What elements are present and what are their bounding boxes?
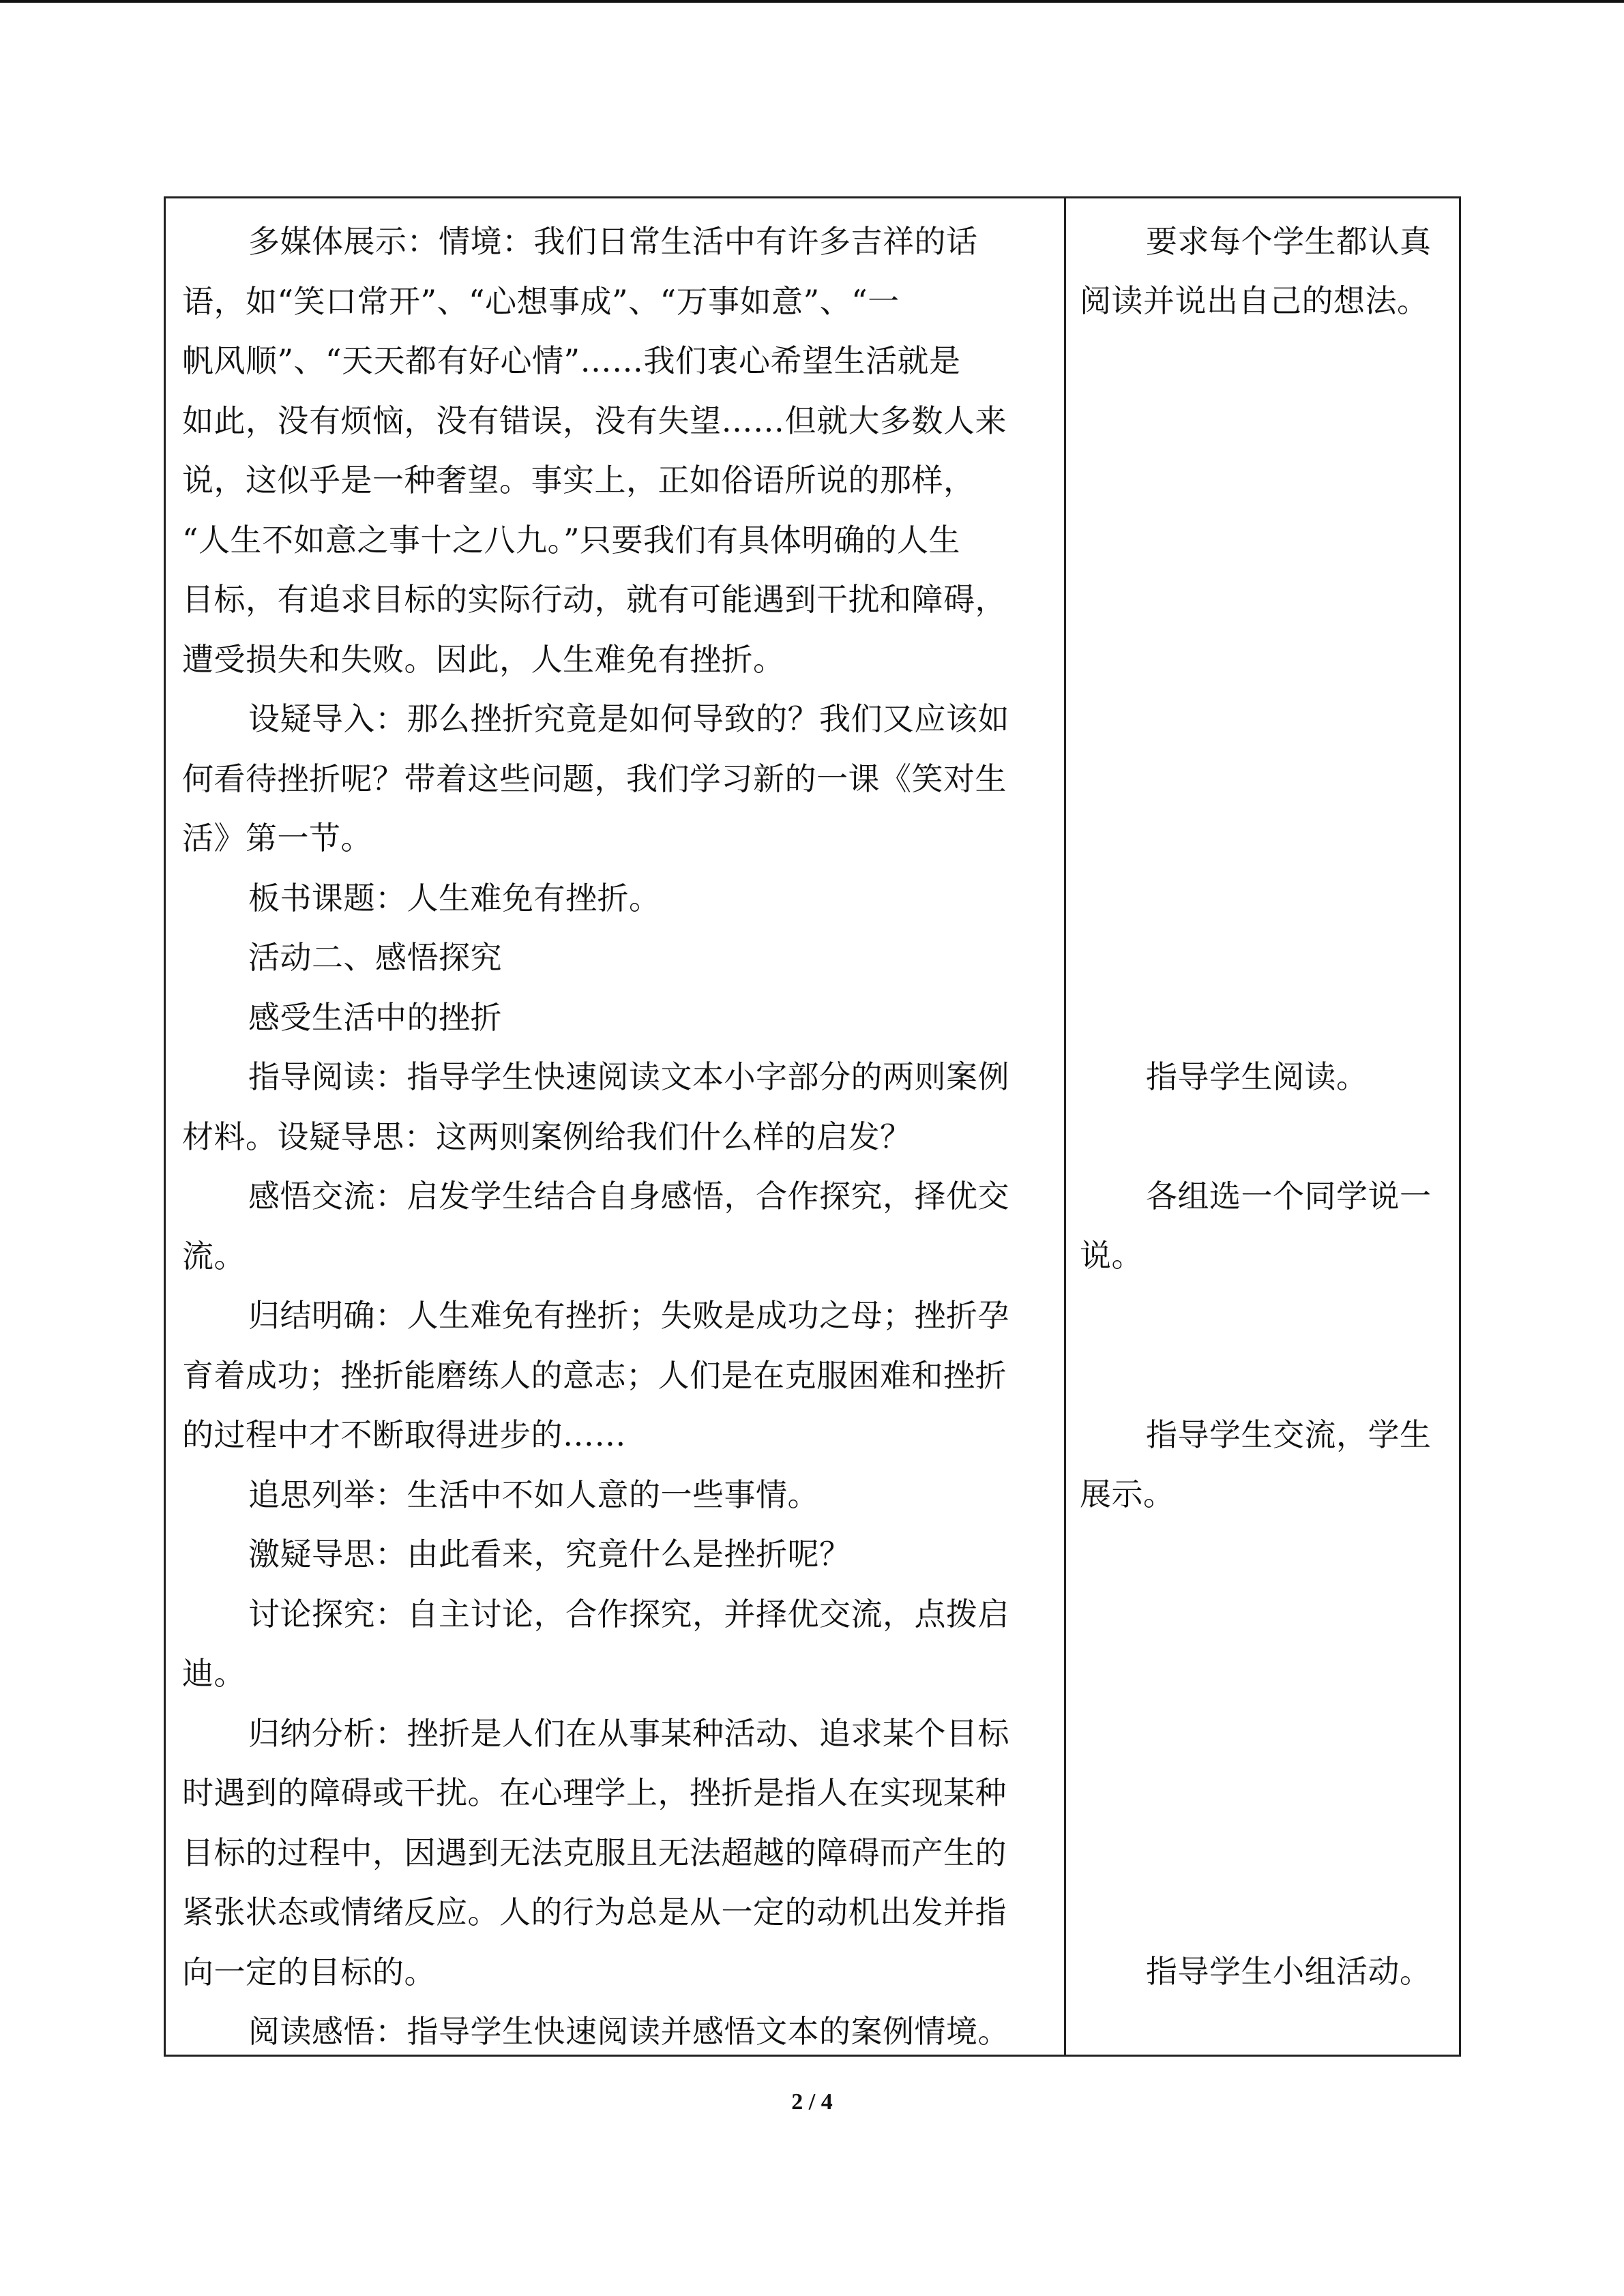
content-line: 紧张状态或情绪反应。人的行为总是从一定的动机出发并指 (182, 1894, 1007, 1930)
content-line: 板书课题：人生难免有挫折。 (248, 879, 661, 916)
content-line: 迪。 (182, 1655, 246, 1692)
content-line: 向一定的目标的。 (182, 1953, 436, 1991)
content-line: 如此，没有烦恼，没有错误，没有失望……但就大多数人来 (182, 402, 1007, 439)
note-line: 指导学生小组活动。 (1146, 1953, 1432, 1990)
content-line: 多媒体展示：情境：我们日常生活中有许多吉祥的话 (248, 223, 978, 260)
content-line: 设疑导入：那么挫折究竟是如何导致的？我们又应该如 (248, 700, 1009, 737)
lesson-table (164, 196, 1461, 2057)
content-line: 时遇到的障碍或干扰。在心理学上，挫折是指人在实现某种 (182, 1774, 1007, 1811)
content-line: 目标的过程中，因遇到无法克服且无法超越的障碍而产生的 (182, 1834, 1007, 1871)
content-line: 激疑导思：由此看来，究竟什么是挫折呢？ (248, 1536, 851, 1572)
content-line: 遭受损失和失败。因此，人生难免有挫折。 (182, 640, 785, 678)
content-line: 帆风顺”、“天天都有好心情”……我们衷心希望生活就是 (182, 342, 961, 379)
content-line: “人生不如意之事十之八九。”只要我们有具体明确的人生 (182, 521, 961, 558)
content-line: 归结明确：人生难免有挫折；失败是成功之母；挫折孕 (248, 1297, 1009, 1334)
column-divider (1064, 198, 1066, 2055)
content-line: 讨论探究：自主讨论，合作探究，并择优交流，点拨启 (248, 1595, 1009, 1632)
note-line: 展示。 (1080, 1476, 1175, 1512)
page-top-border (0, 0, 1624, 3)
content-line: 育着成功；挫折能磨练人的意志；人们是在克服困难和挫折 (182, 1356, 1007, 1394)
content-line: 指导阅读：指导学生快速阅读文本小字部分的两则案例 (248, 1058, 1009, 1095)
content-line: 感受生活中的挫折 (248, 998, 502, 1036)
content-line: 流。 (182, 1237, 246, 1274)
teaching-content-cell (182, 212, 1052, 2062)
content-line: 的过程中才不断取得进步的…… (182, 1416, 626, 1453)
content-line: 归纳分析：挫折是人们在从事某种活动、追求某个目标 (248, 1714, 1009, 1752)
content-line: 材料。设疑导思：这两则案例给我们什么样的启发？ (182, 1118, 912, 1155)
content-line: 说，这似乎是一种奢望。事实上，正如俗语所说的那样， (182, 462, 975, 498)
content-line: 语，如“笑口常开”、“心想事成”、“万事如意”、“一 (182, 282, 900, 320)
note-line: 阅读并说出自己的想法。 (1080, 282, 1429, 319)
content-line: 活动二、感悟探究 (248, 939, 502, 976)
content-line: 感悟交流：启发学生结合自身感悟，合作探究，择优交 (248, 1178, 1009, 1214)
teacher-notes-cell (1080, 198, 1448, 2055)
note-line: 要求每个学生都认真 (1146, 223, 1432, 260)
content-line: 何看待挫折呢？带着这些问题，我们学习新的一课《笑对生 (182, 760, 1007, 797)
content-line: 阅读感悟：指导学生快速阅读并感悟文本的案例情境。 (248, 2013, 1009, 2050)
note-line: 指导学生交流，学生 (1146, 1416, 1432, 1453)
content-line: 追思列举：生活中不如人意的一些事情。 (248, 1476, 819, 1513)
content-line: 活》第一节。 (182, 820, 372, 856)
note-line: 说。 (1080, 1237, 1143, 1274)
note-line: 各组选一个同学说一 (1146, 1178, 1432, 1214)
note-line: 指导学生阅读。 (1146, 1058, 1368, 1095)
page-number: 2 / 4 (791, 2089, 833, 2115)
content-line: 目标，有追求目标的实际行动，就有可能遇到干扰和障碍， (182, 581, 1007, 618)
